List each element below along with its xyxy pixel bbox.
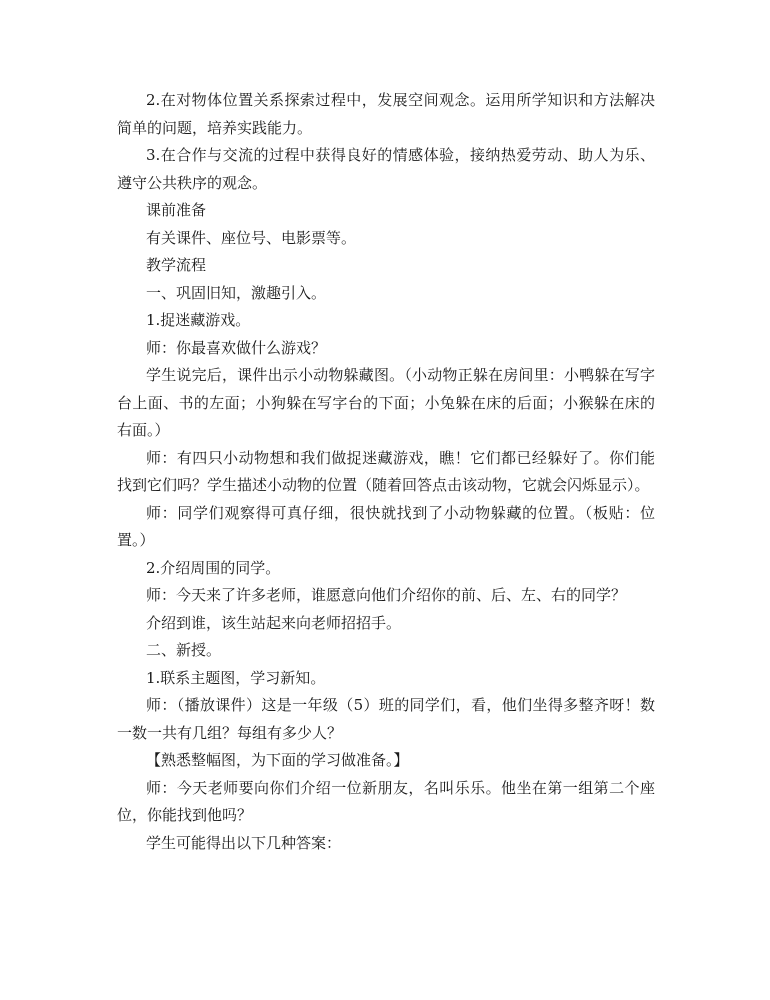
heading-teaching-flow: 教学流程 (146, 256, 207, 274)
paragraph-courseware-animals: 学生说完后，课件出示小动物躲藏图。（小动物正躲在房间里：小鸭躲在写字台上面、书的左面；小狗躲在写字台的下面；小兔躲在床的后面；小猴躲在床的右面。） (117, 366, 655, 439)
paragraph-teacher-new-friend: 师：今天老师要向你们介绍一位新朋友，名叫乐乐。他坐在第一组第二个座位，你能找到他吗？ (117, 778, 655, 824)
paragraph-teacher-courseware: 师：（播放课件）这是一年级（5）班的同学们，看，他们坐得多整齐呀！数一数一共有几组？每组有多少人？ (117, 696, 655, 742)
paragraph-student-wave: 介绍到谁，该生站起来向老师招招手。 (146, 613, 402, 632)
heading-preparation: 课前准备 (146, 201, 207, 219)
paragraph-teacher-praise: 师：同学们观察得可真仔细，很快就找到了小动物躲藏的位置。（板贴：位置。） (117, 503, 655, 549)
subsection-theme-picture: 1.联系主题图，学习新知。 (146, 668, 326, 687)
section-new-lesson: 二、新授。 (146, 641, 222, 659)
subsection-introduce-classmates: 2.介绍周围的同学。 (146, 558, 281, 577)
paragraph-materials: 有关课件、座位号、电影票等。 (146, 228, 357, 247)
paragraph-objective-2: 2.在对物体位置关系探索过程中，发展空间观念。运用所学知识和方法解决简单的问题，培养实践能力。 (117, 91, 655, 137)
paragraph-possible-answers: 学生可能得出以下几种答案： (146, 833, 342, 852)
paragraph-teacher-question: 师：你最喜欢做什么游戏？ (146, 338, 327, 357)
paragraph-teacher-find-animals: 师：有四只小动物想和我们做捉迷藏游戏，瞧！它们都已经躲好了。你们能找到它们吗？学生描述小动物的位置（随着回答点击该动物，它就会闪烁显示）。 (117, 448, 655, 494)
section-review-intro: 一、巩固旧知，激趣引入。 (146, 283, 327, 302)
paragraph-teacher-introduce: 师：今天来了许多老师，谁愿意向他们介绍你的前、后、左、右的同学？ (146, 586, 627, 604)
paragraph-note-familiarize: 【熟悉整幅图，为下面的学习做准备。】 (146, 751, 409, 769)
document-body (117, 87, 655, 857)
paragraph-objective-3: 3.在合作与交流的过程中获得良好的情感体验，接纳热爱劳动、助人为乐、遵守公共秩序的观念。 (117, 146, 655, 192)
subsection-hide-and-seek: 1.捉迷藏游戏。 (146, 311, 251, 329)
